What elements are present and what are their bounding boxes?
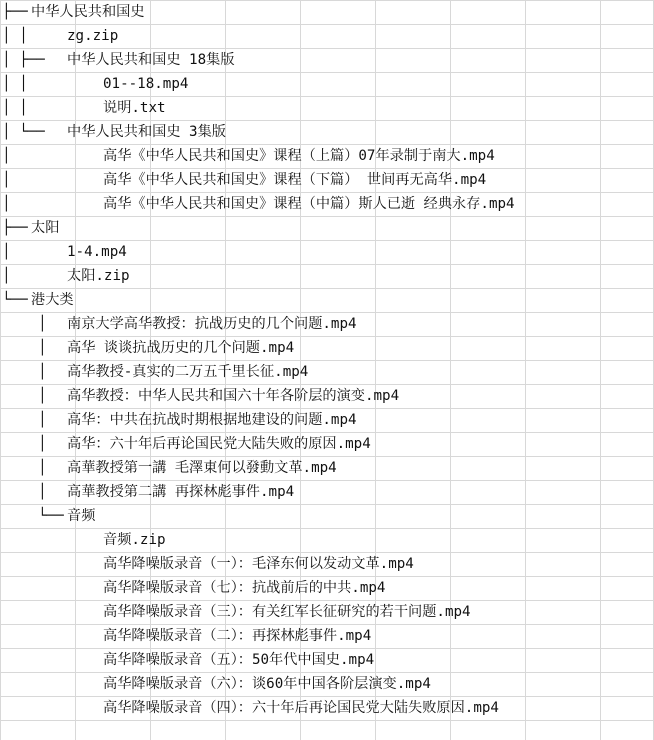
tree-connector: │ └──	[2, 124, 45, 140]
tree-item-label: 港大类	[31, 292, 74, 308]
tree-item-label: 高華教授第一講 毛澤東何以發動文革.mp4	[67, 460, 337, 476]
tree-connector: │	[2, 196, 11, 212]
tree-connector: │	[38, 340, 47, 356]
tree-connector: └──	[2, 292, 28, 308]
tree-item-label: zg.zip	[67, 28, 119, 44]
tree-row[interactable]	[0, 168, 654, 192]
tree-row[interactable]	[0, 216, 654, 240]
tree-item-label: 高华：六十年后再论国民党大陆失败的原因.mp4	[67, 436, 371, 452]
tree-item-label: 高华降噪版录音（四）：六十年后再论国民党大陆失败原因.mp4	[103, 700, 499, 716]
tree-row[interactable]	[0, 696, 654, 720]
tree-connector: └──	[38, 508, 64, 524]
tree-item-label: 太阳	[31, 220, 60, 236]
tree-row[interactable]	[0, 480, 654, 504]
tree-connector: │ │	[2, 76, 28, 92]
tree-connector: │	[2, 172, 11, 188]
tree-row[interactable]	[0, 600, 654, 624]
tree-item-label: 1-4.mp4	[67, 244, 127, 260]
tree-row[interactable]	[0, 192, 654, 216]
tree-row[interactable]	[0, 360, 654, 384]
tree-row[interactable]	[0, 648, 654, 672]
tree-item-label: 高华降噪版录音（六）：谈60年中国各阶层演变.mp4	[103, 676, 431, 692]
tree-row[interactable]	[0, 312, 654, 336]
tree-item-label: 太阳.zip	[67, 268, 130, 284]
tree-item-label: 中华人民共和国史 3集版	[67, 124, 226, 140]
tree-row[interactable]	[0, 48, 654, 72]
tree-item-label: 南京大学高华教授：抗战历史的几个问题.mp4	[67, 316, 357, 332]
tree-item-label: 高华降噪版录音（一）：毛泽东何以发动文革.mp4	[103, 556, 414, 572]
tree-row[interactable]	[0, 120, 654, 144]
tree-connector: │	[2, 244, 11, 260]
tree-connector: │	[38, 388, 47, 404]
tree-row[interactable]	[0, 432, 654, 456]
tree-connector: │	[38, 364, 47, 380]
tree-item-label: 高华降噪版录音（五）：50年代中国史.mp4	[103, 652, 375, 668]
tree-connector: │	[38, 460, 47, 476]
tree-row[interactable]	[0, 624, 654, 648]
tree-connector: ├──	[2, 220, 28, 236]
tree-row[interactable]	[0, 384, 654, 408]
tree-row[interactable]	[0, 288, 654, 312]
tree-row[interactable]	[0, 456, 654, 480]
tree-item-label: 高华《中华人民共和国史》课程（下篇） 世间再无高华.mp4	[103, 172, 487, 188]
tree-item-label: 高华《中华人民共和国史》课程（上篇）07年录制于南大.mp4	[103, 148, 495, 164]
tree-row[interactable]	[0, 240, 654, 264]
tree-item-label: 高华：中共在抗战时期根据地建设的问题.mp4	[67, 412, 357, 428]
tree-row[interactable]	[0, 528, 654, 552]
tree-connector: │ │	[2, 100, 28, 116]
tree-connector: │	[38, 316, 47, 332]
tree-item-label: 中华人民共和国史	[31, 4, 145, 20]
tree-row[interactable]	[0, 336, 654, 360]
tree-connector: │ │	[2, 28, 28, 44]
tree-item-label: 高華教授第二講 再探林彪事件.mp4	[67, 484, 295, 500]
tree-item-label: 音频	[67, 508, 96, 524]
tree-connector: │	[2, 268, 11, 284]
tree-item-label: 高华降噪版录音（二）：再探林彪事件.mp4	[103, 628, 372, 644]
tree-row[interactable]	[0, 408, 654, 432]
tree-connector: │	[38, 484, 47, 500]
tree-item-label: 高华教授-真实的二万五千里长征.mp4	[67, 364, 309, 380]
tree-row[interactable]	[0, 264, 654, 288]
tree-row[interactable]	[0, 504, 654, 528]
tree-row[interactable]	[0, 72, 654, 96]
tree-row[interactable]	[0, 144, 654, 168]
tree-connector: │ ├──	[2, 52, 45, 68]
tree-row[interactable]	[0, 96, 654, 120]
tree-item-label: 说明.txt	[103, 100, 166, 116]
tree-item-label: 中华人民共和国史 18集版	[67, 52, 235, 68]
tree-row[interactable]	[0, 552, 654, 576]
tree-item-label: 01--18.mp4	[103, 76, 189, 92]
tree-item-label: 高华降噪版录音（三）：有关红军长征研究的若干问题.mp4	[103, 604, 471, 620]
tree-item-label: 高华降噪版录音（七）：抗战前后的中共.mp4	[103, 580, 386, 596]
tree-connector: │	[2, 148, 11, 164]
tree-row[interactable]	[0, 0, 654, 24]
tree-item-label: 高华教授：中华人民共和国六十年各阶层的演变.mp4	[67, 388, 400, 404]
tree-connector: │	[38, 436, 47, 452]
tree-item-label: 高华《中华人民共和国史》课程（中篇）斯人已逝 经典永存.mp4	[103, 196, 515, 212]
tree-row[interactable]	[0, 672, 654, 696]
tree-connector: │	[38, 412, 47, 428]
tree-item-label: 高华 谈谈抗战历史的几个问题.mp4	[67, 340, 295, 356]
tree-item-label: 音频.zip	[103, 532, 166, 548]
tree-row[interactable]	[0, 576, 654, 600]
tree-row[interactable]	[0, 24, 654, 48]
tree-connector: ├──	[2, 4, 28, 20]
